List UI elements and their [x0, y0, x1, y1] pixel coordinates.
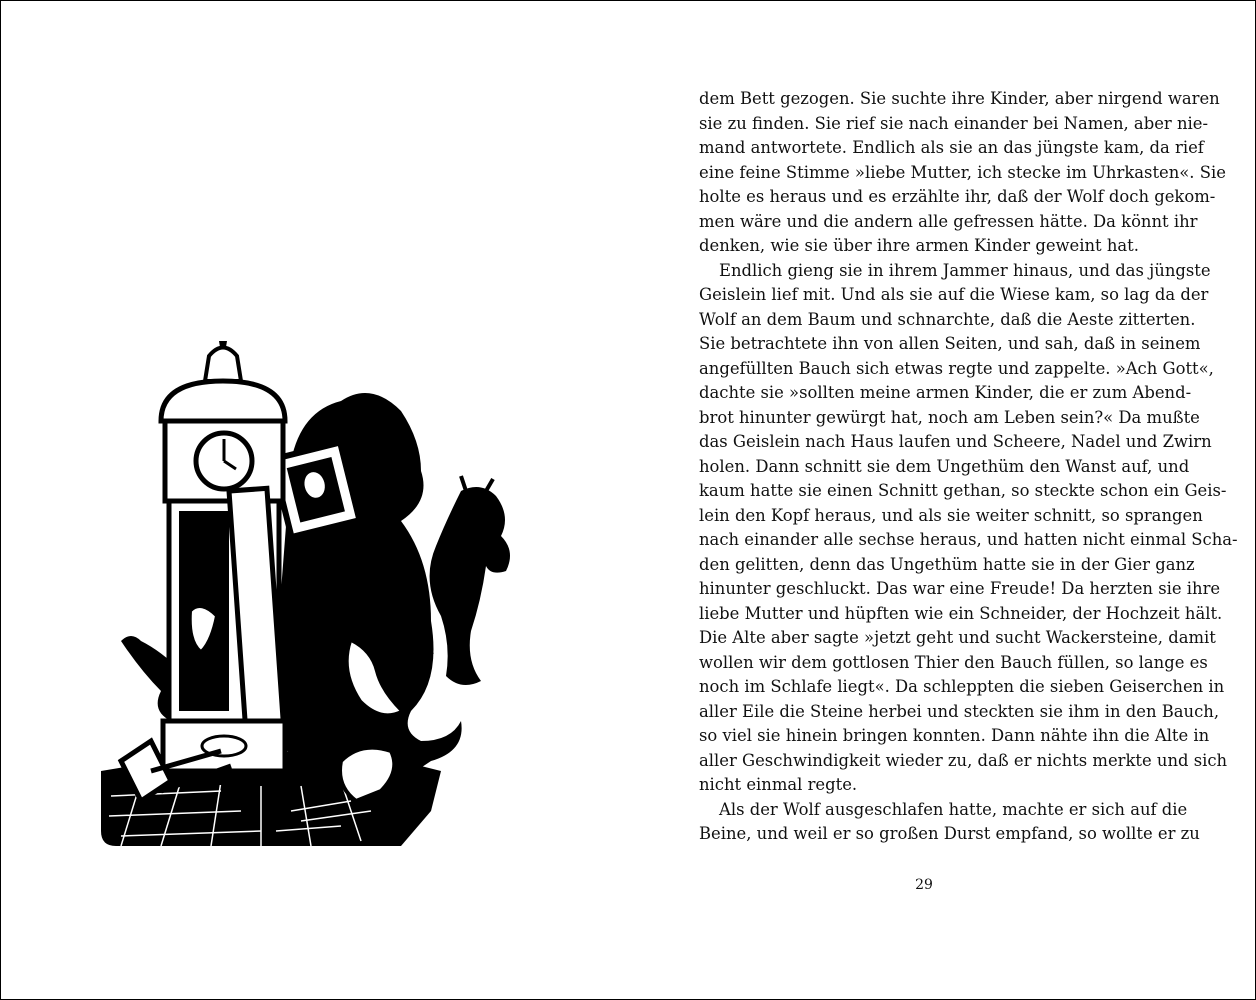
text-line: aller Geschwindigkeit wieder zu, daß er nichts merkte und sich: [699, 750, 1228, 770]
text-line: das Geislein nach Haus laufen und Scheere, Nadel und Zwirn: [699, 432, 1212, 451]
text-line: Sie betrachtete ihn von allen Seiten, und sah, daß in seinem: [699, 334, 1201, 353]
text-line: liebe Mutter und hüpften wie ein Schneider, der Hochzeit hält.: [699, 603, 1223, 623]
illustration-clock-wolf-goat: [101, 341, 541, 846]
text-line: nicht einmal regte.: [699, 775, 858, 794]
text-line: kaum hatte sie einen Schnitt gethan, so steckte schon ein Geis-: [699, 481, 1227, 500]
text-line: nach einander alle sechse heraus, und hatten nicht einmal Scha-: [699, 530, 1238, 549]
right-page: [629, 1, 1255, 999]
text-line: mand antwortete. Endlich als sie an das jüngste kam, da rief: [699, 138, 1204, 157]
text-line: lein den Kopf heraus, und als sie weiter schnitt, so sprangen: [699, 505, 1203, 525]
text-line: noch im Schlafe liegt«. Da schleppten die sieben Geiserchen in: [699, 677, 1225, 696]
text-line: denken, wie sie über ihre armen Kinder geweint hat.: [699, 236, 1139, 255]
story-text: [699, 87, 1238, 847]
text-line: den gelitten, denn das Ungethüm hatte sie in der Gier ganz: [699, 554, 1195, 574]
text-line: Beine, und weil er so großen Durst empfand, so wollte er zu: [699, 824, 1200, 843]
left-page: [1, 1, 629, 999]
text-line: eine feine Stimme »liebe Mutter, ich stecke im Uhrkasten«. Sie: [699, 162, 1226, 182]
text-line: dachte sie »sollten meine armen Kinder, die er zum Abend-: [699, 383, 1192, 402]
page-number: 29: [915, 877, 933, 893]
text-line: holte es heraus und es erzählte ihr, daß der Wolf doch gekom-: [699, 187, 1216, 206]
text-line: Wolf an dem Baum und schnarchte, daß die Aeste zitterten.: [699, 309, 1196, 329]
text-line: Die Alte aber sagte »jetzt geht und sucht Wackersteine, damit: [699, 628, 1216, 647]
text-line: hinunter geschluckt. Das war eine Freude! Da herzten sie ihre: [699, 579, 1221, 598]
text-line: angefüllten Bauch sich etwas regte und zappelte. »Ach Gott«,: [699, 358, 1214, 378]
text-line: Geislein lief mit. Und als sie auf die Wiese kam, so lag da der: [699, 285, 1209, 304]
text-line: so viel sie hinein bringen konnten. Dann nähte ihn die Alte in: [699, 726, 1210, 745]
text-line: sie zu finden. Sie rief sie nach einander bei Namen, aber nie-: [699, 113, 1208, 133]
text-line: brot hinunter gewürgt hat, noch am Leben sein?« Da mußte: [699, 407, 1200, 427]
text-line: wollen wir dem gottlosen Thier den Bauch füllen, so lange es: [699, 652, 1208, 672]
text-line: men wäre und die andern alle gefressen hätte. Da könnt ihr: [699, 211, 1198, 231]
text-line: Als der Wolf ausgeschlafen hatte, machte er sich auf die: [719, 799, 1188, 819]
text-line: dem Bett gezogen. Sie suchte ihre Kinder, aber nirgend waren: [699, 89, 1220, 108]
text-line: aller Eile die Steine herbei und steckten sie ihm in den Bauch,: [699, 701, 1220, 721]
text-line: Endlich gieng sie in ihrem Jammer hinaus, und das jüngste: [719, 260, 1211, 280]
text-line: holen. Dann schnitt sie dem Ungethüm den Wanst auf, und: [699, 456, 1190, 476]
